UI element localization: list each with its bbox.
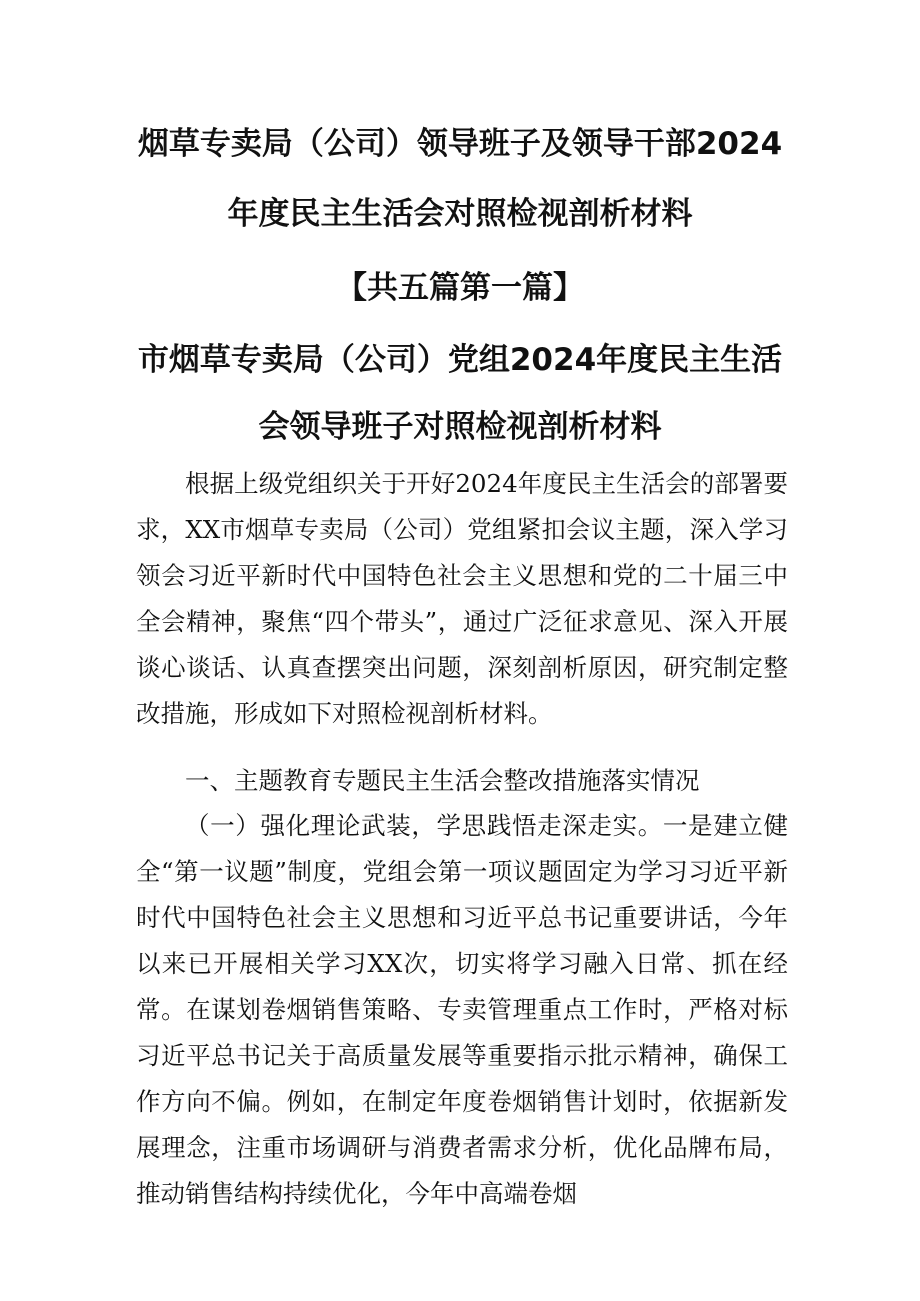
title-line-1: 烟草专卖局（公司）领导班子及领导干部2024 (137, 126, 783, 162)
part-label: 【共五篇第一篇】 (336, 270, 584, 306)
subtitle-line-1: 市烟草专卖局（公司）党组2024年度民主生活 (137, 342, 783, 378)
subtitle-line-2: 会领导班子对照检视剖析材料 (258, 409, 662, 445)
title-line-2: 年度民主生活会对照检视剖析材料 (227, 196, 693, 232)
section-paragraph: （一）强化理论武装，学思践悟走深走实。一是建立健全“第一议题”制度，党组会第一项议题固定为学习习近平新时代中国特色社会主义思想和习近平总书记重要讲话，今年以来已开展相关学习XX次，切实将学习融入日常、抓在经常。在谋划卷烟销售策略、专卖管理重点工作时，严格对标习近平总书记关于高质量发展等重要指示批示精神，确保工作方向不偏。例如，在制定年度卷烟销售计划时，依据新发展理念，注重市场调研与消费者需求分析，优化品牌布局，推动销售结构持续优化，今年中高端卷烟 (136, 811, 788, 1208)
section-heading: 一、主题教育专题民主生活会整改措施落实情况 (185, 766, 700, 795)
intro-paragraph: 根据上级党组织关于开好2024年度民主生活会的部署要求，XX市烟草专卖局（公司）党组紧扣会议主题，深入学习领会习近平新时代中国特色社会主义思想和党的二十届三中全会精神，聚焦“四个带头”，通过广泛征求意见、深入开展谈心谈话、认真查摆突出问题，深刻剖析原因，研究制定整改措施，形成如下对照检视剖析材料。 (136, 469, 788, 728)
